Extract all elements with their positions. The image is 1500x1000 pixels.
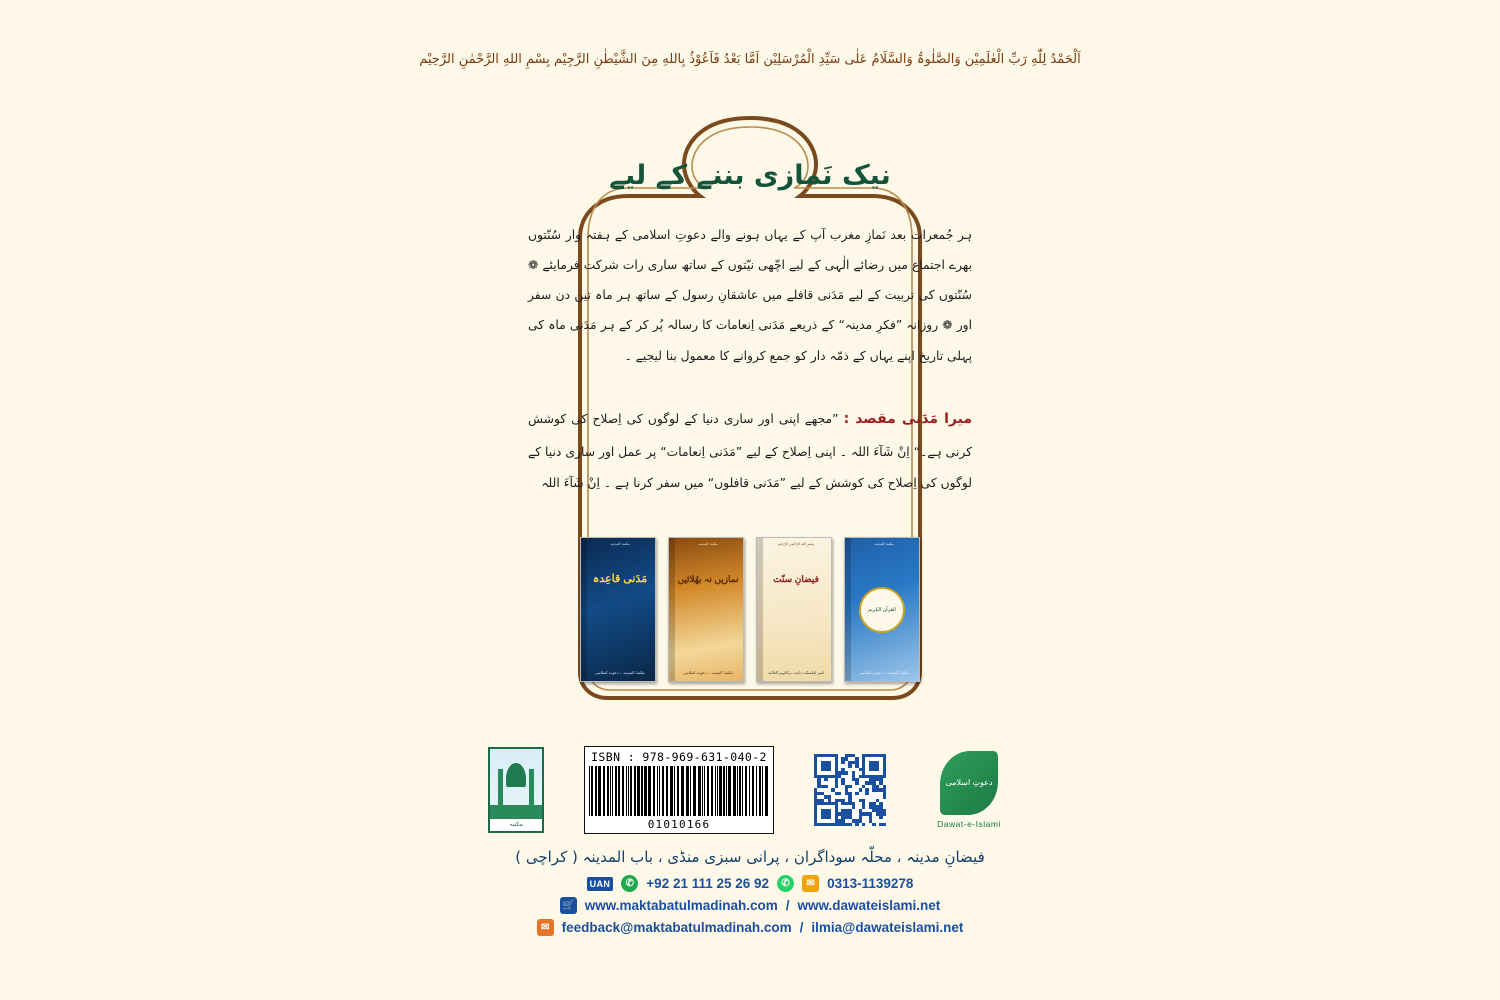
separator: / <box>799 920 804 935</box>
dawat-e-islami-logo <box>926 751 1012 829</box>
book-spine <box>581 538 587 681</box>
leaf-icon: دعوتِ اسلامی <box>940 751 998 815</box>
quran-medallion: القرآن الکریم <box>859 587 905 633</box>
mosque-base-shape <box>490 805 542 819</box>
book-thumbnail[interactable] <box>756 537 832 682</box>
dawat-logo-caption: Dawat-e-Islami <box>937 819 1001 829</box>
book-footer-text: مکتبۃ المدینہ ۔ دعوتِ اسلامی <box>683 670 733 675</box>
dome-shape <box>506 763 526 787</box>
footer-contact-block <box>0 848 1500 941</box>
footer-website-row <box>0 897 1500 914</box>
book-title: فیضانِ سنّت <box>773 574 819 584</box>
barcode-number: 01010166 <box>647 818 711 831</box>
book-footer-text: مکتبۃ المدینہ ۔ دعوتِ اسلامی <box>595 670 645 675</box>
book-thumbnail[interactable] <box>668 537 744 682</box>
book-title: مَدَنی قاعِدہ <box>592 573 648 585</box>
book-spine <box>669 538 675 681</box>
mail-icon: ✉ <box>537 919 554 936</box>
identity-strip <box>0 742 1500 838</box>
website-dawateislami-link[interactable]: www.dawateislami.net <box>797 898 941 913</box>
email-ilmia-link[interactable]: ilmia@dawateislami.net <box>811 920 964 935</box>
book-spine <box>845 538 851 681</box>
logo-caption: مکتبہ <box>490 819 542 831</box>
phone-icon: ✆ <box>621 875 638 892</box>
book-thumbnail[interactable] <box>580 537 656 682</box>
madani-maqsad-text: ”مجھے اپنی اور ساری دنیا کے لوگوں کی اِصلاح کی کوشش کرنی ہے۔“ اِنْ شَآءَ اللہ ۔ اپنی اِصلاح کے لیے ”مَدَنی اِنعامات“ پر عمل اور ساری دنیا کے لوگوں کی اِصلاح کی کوشش کے لیے ”مَدَنی قافلوں“ میں سفر کرنا ہے ۔ اِنْ شَآءَ اللہ <box>528 412 972 490</box>
arch-frame <box>500 112 1000 704</box>
uan-badge: UAN <box>587 877 614 891</box>
mobile-number[interactable]: 0313-1139278 <box>827 876 914 891</box>
cover-paragraph: ہر جُمعرات بعد نَمازِ مغرب آپ کے یہاں ہونے والے دعوتِ اسلامی کے ہفتہ وار سُنّتوں بھرے اجتماع میں رضائے الٰہی کے لیے اچّھی نیّتوں کے ساتھ ساری رات شرکت فرمایئے ❁ سُنّتوں کی تربیت کے لیے مَدَنی قافلے میں عاشقانِ رسول کے ساتھ ہر ماہ تین دن سفر اور ❁ روزانہ ”فکرِ مدینہ“ کے ذریعے مَدَنی اِنعامات کا رسالہ پُر کر کے ہر مَدَنی ماہ کی پہلی تاریخ اپنے یہاں کے ذمّہ دار کو جمع کروانے کا معمول بنا لیجیے ۔ <box>528 228 972 363</box>
shopping-cart-icon: 🛒 <box>560 897 577 914</box>
footer-phone-row <box>0 875 1500 892</box>
sms-icon: ✉ <box>802 875 819 892</box>
minaret-shape <box>529 769 534 809</box>
book-spine <box>757 538 763 681</box>
book-top-text: مکتبۃ المدینہ <box>698 542 718 546</box>
book-thumbnail-row <box>530 527 970 682</box>
minaret-shape <box>498 769 503 809</box>
book-top-text: مکتبۃ المدینہ <box>610 542 630 546</box>
cover-title <box>500 160 1000 191</box>
book-top-text: بِسْمِ اللهِ الرَّحْمٰنِ الرَّحِیْم <box>778 542 814 546</box>
isbn-text: ISBN : 978-969-631-040-2 <box>591 750 767 764</box>
barcode-bars-icon <box>589 766 769 816</box>
separator: / <box>785 898 790 913</box>
madani-maqsad-block <box>528 402 972 498</box>
cover-title-text: نیک نَمازی بننے کے لیے <box>609 160 891 191</box>
book-title: نمازیں نہ بھُلائیں <box>677 574 739 584</box>
footer-address: فیضانِ مدینہ ، محلّہ سوداگران ، پرانی سبزی منڈی ، باب المدینہ ( کراچی ) <box>515 848 985 866</box>
book-footer-text: مکتبۃ المدینہ ۔ دعوتِ اسلامی <box>859 670 909 675</box>
footer-email-row <box>0 919 1500 936</box>
website-maktaba-link[interactable]: www.maktabatulmadinah.com <box>584 898 778 913</box>
bismillah-line: اَلْحَمْدُ لِلّٰهِ رَبِّ الْعٰلَمِیْن وَالصَّلٰوۃُ وَالسَّلَامُ عَلٰی سَیِّدِ الْمُرْسَلِیْن اَمَّا بَعْدُ فَاَعُوْذُ بِاللهِ مِنَ الشَّیْطٰنِ الرَّجِیْم بِسْمِ اللهِ الرَّحْمٰنِ الرَّحِیْم <box>419 52 1081 67</box>
uan-number[interactable]: +92 21 111 25 26 92 <box>646 876 770 891</box>
qr-code-icon[interactable] <box>814 754 886 826</box>
book-footer-text: امیرِ اہلسنّت دامت برکاتہم العالیہ <box>767 670 825 675</box>
email-feedback-link[interactable]: feedback@maktabatulmadinah.com <box>561 920 792 935</box>
maktaba-tul-madinah-logo-icon <box>488 747 544 833</box>
book-thumbnail[interactable] <box>844 537 920 682</box>
book-top-text: مکتبۃ المدینہ <box>874 542 894 546</box>
madani-maqsad-heading: میرا مَدَنی مقصد : <box>843 411 972 427</box>
whatsapp-icon: ✆ <box>777 875 794 892</box>
isbn-barcode <box>584 746 774 834</box>
